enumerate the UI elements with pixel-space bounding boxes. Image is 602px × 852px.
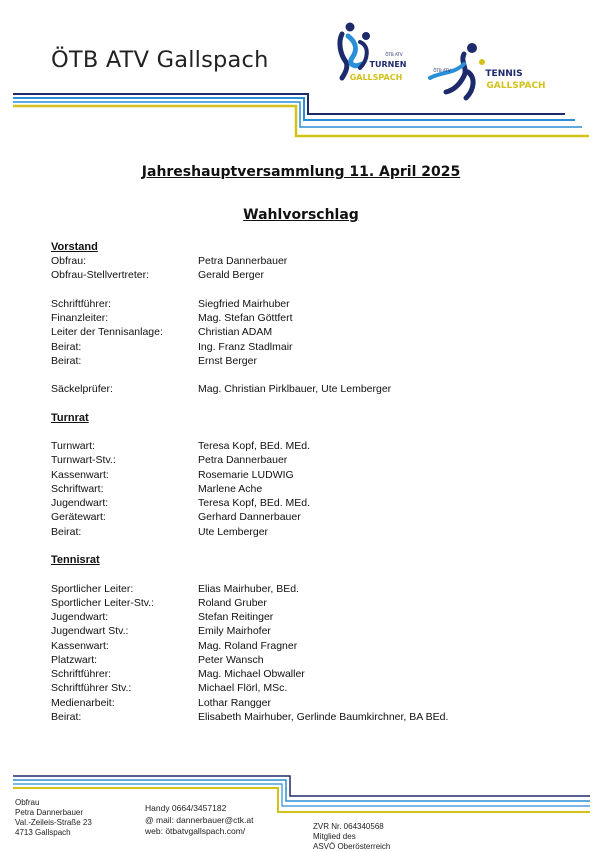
person-name: Peter Wansch — [198, 654, 264, 666]
footer-address-line: Obfrau — [15, 798, 40, 807]
list-item — [51, 668, 571, 682]
role-label: Beirat: — [51, 711, 82, 723]
role-label: Obfrau: — [51, 255, 87, 267]
person-name: Lothar Rangger — [198, 697, 271, 709]
footer-address-line: Petra Dannerbauer — [15, 808, 84, 817]
section-heading-tennisrat: Tennisrat — [51, 554, 100, 566]
list-item — [51, 341, 571, 355]
person-name: Stefan Reitinger — [198, 611, 274, 623]
turnen-logo-line1: ÖTB ATV — [385, 52, 403, 57]
role-label: Jugendwart: — [51, 611, 109, 623]
list-item — [51, 526, 571, 540]
tennis-logo-line1: ÖTB ATV — [433, 68, 451, 73]
person-name: Christian ADAM — [198, 326, 273, 338]
list-item — [51, 383, 571, 397]
list-item — [51, 469, 571, 483]
tennis-logo-line3: GALLSPACH — [486, 81, 546, 91]
list-item — [51, 711, 571, 725]
role-label: Finanzleiter: — [51, 312, 109, 324]
footer-registry — [313, 822, 390, 852]
person-name: Mag. Stefan Göttfert — [198, 312, 293, 324]
person-name: Ute Lemberger — [198, 526, 269, 538]
person-name: Emily Mairhofer — [198, 625, 271, 637]
list-item — [51, 697, 571, 711]
person-name: Petra Dannerbauer — [198, 255, 288, 267]
footer-phone: Handy 0664/3457182 — [145, 803, 227, 813]
footer-contact — [145, 803, 253, 838]
list-item — [51, 298, 571, 312]
org-name: ÖTB ATV Gallspach — [51, 47, 269, 73]
role-label: Beirat: — [51, 341, 82, 353]
role-label: Schriftwart: — [51, 483, 104, 495]
list-item — [51, 640, 571, 654]
person-name: Petra Dannerbauer — [198, 454, 288, 466]
person-name: Mag. Michael Obwaller — [198, 668, 305, 680]
role-label: Kassenwart: — [51, 469, 109, 481]
role-label: Leiter der Tennisanlage: — [51, 326, 163, 338]
role-label: Obfrau-Stellvertreter: — [51, 269, 150, 281]
role-label: Sportlicher Leiter-Stv.: — [51, 597, 155, 609]
tennis-logo-line2: TENNIS — [485, 69, 523, 79]
section-heading-vorstand: Vorstand — [51, 241, 98, 253]
person-name: Elias Mairhuber, BEd. — [198, 583, 299, 595]
list-item — [51, 326, 571, 340]
footer-registry-line: ZVR Nr. 064340568 — [313, 822, 384, 831]
person-name: Gerhard Dannerbauer — [198, 511, 301, 523]
role-label: Jugendwart Stv.: — [51, 625, 129, 637]
list-item — [51, 511, 571, 525]
list-item — [51, 625, 571, 639]
footer-email[interactable]: @ mail: dannerbauer@ctk.at — [145, 814, 254, 825]
document-subtitle: Wahlvorschlag — [243, 207, 359, 223]
header-stripes — [0, 0, 602, 150]
list-item — [51, 611, 571, 625]
role-label: Platzwart: — [51, 654, 98, 666]
list-item — [51, 312, 571, 326]
role-label: Beirat: — [51, 355, 82, 367]
list-item — [51, 597, 571, 611]
person-name: Gerald Berger — [198, 269, 264, 281]
footer-registry-line: Mitglied des — [313, 832, 356, 841]
list-item — [51, 440, 571, 454]
list-item — [51, 355, 571, 369]
footer-registry-line: ASVÖ Oberösterreich — [313, 842, 391, 851]
list-item — [51, 682, 571, 696]
turnen-logo-line2: TURNEN — [369, 60, 407, 69]
list-item — [51, 255, 571, 269]
footer-website[interactable]: web: ötbatvgallspach.com/ — [145, 826, 246, 836]
person-name: Marlene Ache — [198, 483, 263, 495]
person-name: Siegfried Mairhuber — [198, 298, 290, 310]
document-title: Jahreshauptversammlung 11. April 2025 — [141, 164, 461, 180]
list-item — [51, 483, 571, 497]
person-name: Mag. Christian Pirklbauer, Ute Lemberger — [198, 383, 392, 395]
role-label: Turnwart-Stv.: — [51, 454, 116, 466]
person-name: Mag. Roland Fragner — [198, 640, 298, 652]
role-label: Jugendwart: — [51, 497, 109, 509]
person-name: Ernst Berger — [198, 355, 257, 367]
footer-address-line: Val.-Zeileis-Straße 23 — [15, 818, 92, 827]
list-item — [51, 497, 571, 511]
role-label: Sportlicher Leiter: — [51, 583, 134, 595]
person-name: Michael Flörl, MSc. — [198, 682, 288, 694]
list-item — [51, 454, 571, 468]
person-name: Ing. Franz Stadlmair — [198, 341, 293, 353]
list-item — [51, 654, 571, 668]
person-name: Teresa Kopf, BEd. MEd. — [198, 497, 311, 509]
role-label: Schriftführer: — [51, 298, 112, 310]
turnen-logo-line3: GALLSPACH — [349, 73, 403, 82]
section-heading-turnrat: Turnrat — [51, 412, 89, 424]
list-item — [51, 269, 571, 283]
footer-address-line: 4713 Gallspach — [15, 828, 71, 837]
footer-address — [15, 798, 92, 838]
list-item — [51, 583, 571, 597]
role-label: Schriftführer Stv.: — [51, 682, 132, 694]
person-name: Teresa Kopf, BEd. MEd. — [198, 440, 311, 452]
role-label: Turnwart: — [51, 440, 95, 452]
role-label: Säckelprüfer: — [51, 383, 113, 395]
role-label: Schriftführer: — [51, 668, 112, 680]
person-name: Rosemarie LUDWIG — [198, 469, 294, 481]
person-name: Roland Gruber — [198, 597, 267, 609]
person-name: Elisabeth Mairhuber, Gerlinde Baumkirchner, BA BEd. — [198, 711, 449, 723]
role-label: Gerätewart: — [51, 511, 106, 523]
role-label: Kassenwart: — [51, 640, 109, 652]
role-label: Medienarbeit: — [51, 697, 115, 709]
role-label: Beirat: — [51, 526, 82, 538]
